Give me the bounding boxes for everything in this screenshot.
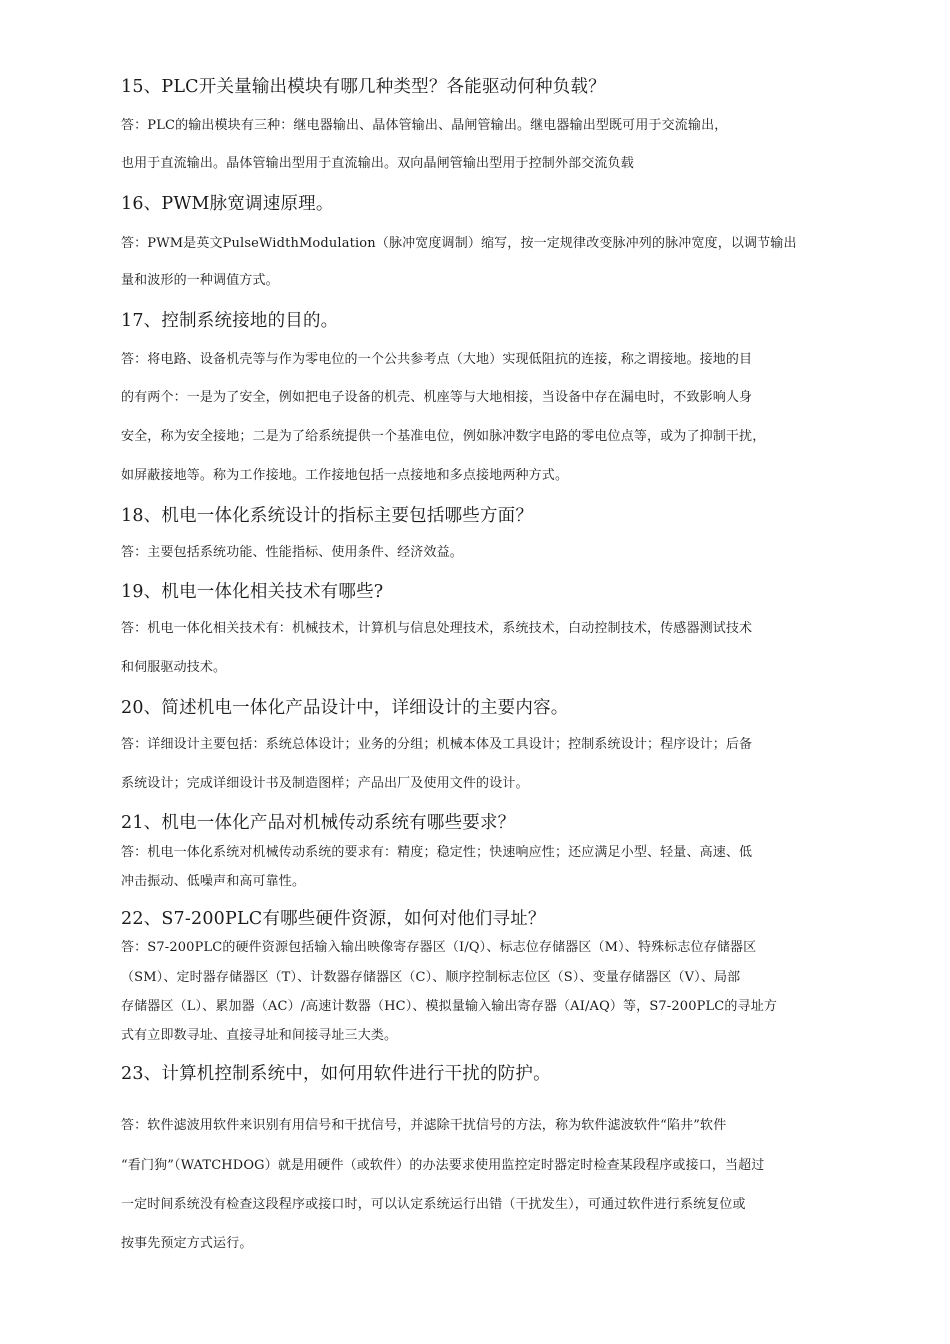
question-16: 16、PWM脉宽调速原理。 [121, 194, 334, 214]
question-23: 23、计算机控制系统中，如何用软件进行干扰的防护。 [121, 1064, 551, 1084]
question-17: 17、控制系统接地的目的。 [121, 311, 339, 331]
answer-19-line-2: 和伺服驱动技术。 [121, 660, 227, 675]
answer-17-line-3: 安全，称为安全接地；二是为了给系统提供一个基准电位，例如脉冲数字电路的零电位点等，或为了抑制干扰， [121, 429, 766, 444]
answer-19-line-1: 答：机电一体化相关技术有：机械技术，计算机与信息处理技术，系统技术，白动控制技术，传感器测试技术 [121, 621, 753, 636]
answer-22-line-2: （SM）、定时器存储器区（T）、计数器存储器区（C）、顺序控制标志位区（S）、变量存储器区（V）、局部 [121, 970, 741, 985]
answer-16-line-1: 答：PWM是英文PulseWidthModulation（脉冲宽度调制）缩写，按一定规律改变脉冲列的脉冲宽度，以调节输出 [121, 236, 797, 251]
question-18: 18、机电一体化系统设计的指标主要包括哪些方面？ [121, 506, 534, 526]
question-19: 19、机电一体化相关技术有哪些? [121, 582, 384, 602]
answer-17-line-4: 如屏蔽接地等。称为工作接地。工作接地包括一点接地和多点接地两种方式。 [121, 468, 569, 483]
answer-15-line-2: 也用于直流输出。晶体管输出型用于直流输出。双向晶闸管输出型用于控制外部交流负载 [121, 156, 634, 171]
question-22: 22、S7-200PLC有哪些硬件资源，如何对他们寻址？ [121, 909, 546, 929]
answer-20-line-2: 系统设计；完成详细设计书及制造图样；产品出厂及使用文件的设计。 [121, 776, 529, 791]
answer-23-line-1: 答：软件滤波用软件来识别有用信号和干扰信号，并滤除干扰信号的方法，称为软件滤波软件“陷井”软件 [121, 1118, 727, 1133]
answer-22-line-3: 存储器区（L）、累加器（AC）/高速计数器（HC）、模拟量输入输出寄存器（AI/AQ）等，S7-200PLC的寻址方 [121, 999, 777, 1014]
answer-17-line-2: 的有两个：一是为了安全，例如把电子设备的机壳、机座等与大地相接，当设备中存在漏电时，不致影响人身 [121, 390, 753, 405]
question-15: 15、PLC开关量输出模块有哪几种类型？各能驱动何种负载？ [121, 77, 606, 97]
answer-20-line-1: 答：详细设计主要包括：系统总体设计；业务的分组；机械本体及工具设计；控制系统设计；程序设计；后备 [121, 737, 753, 752]
answer-23-line-4: 按事先预定方式运行。 [121, 1236, 253, 1251]
answer-21-line-2: 冲击振动、低噪声和高可靠性。 [121, 874, 306, 889]
answer-22-line-1: 答：S7-200PLC的硬件资源包括输入输出映像寄存器区（I/Q）、标志位存储器区（M）、特殊标志位存储器区 [121, 940, 757, 955]
answer-17-line-1: 答：将电路、设备机壳等与作为零电位的一个公共参考点（大地）实现低阻抗的连接，称之谓接地。接地的目 [121, 352, 753, 367]
answer-21-line-1: 答：机电一体化系统对机械传动系统的要求有：精度；稳定性；快速响应性；还应满足小型、轻量、高速、低 [121, 845, 753, 860]
answer-16-line-2: 量和波形的一种调值方式。 [121, 273, 279, 288]
question-21: 21、机电一体化产品对机械传动系统有哪些要求？ [121, 813, 516, 833]
question-20: 20、简述机电一体化产品设计中，详细设计的主要内容。 [121, 698, 569, 718]
answer-15-line-1: 答：PLC的输出模块有三种：继电器输出、晶体管输出、晶闸管输出。继电器输出型既可用于交流输出， [121, 118, 728, 133]
answer-18-line-1: 答：主要包括系统功能、性能指标、使用条件、经济效益。 [121, 545, 463, 560]
answer-22-line-4: 式有立即数寻址、直接寻址和间接寻址三大类。 [121, 1028, 398, 1043]
answer-23-line-2: “看门狗”（WATCHDOG）就是用硬件（或软件）的办法要求使用监控定时器定时检查某段程序或接口，当超过 [121, 1158, 765, 1173]
answer-23-line-3: 一定时间系统没有检查这段程序或接口时，可以认定系统运行出错（干扰发生），可通过软件进行系统复位或 [121, 1197, 746, 1212]
